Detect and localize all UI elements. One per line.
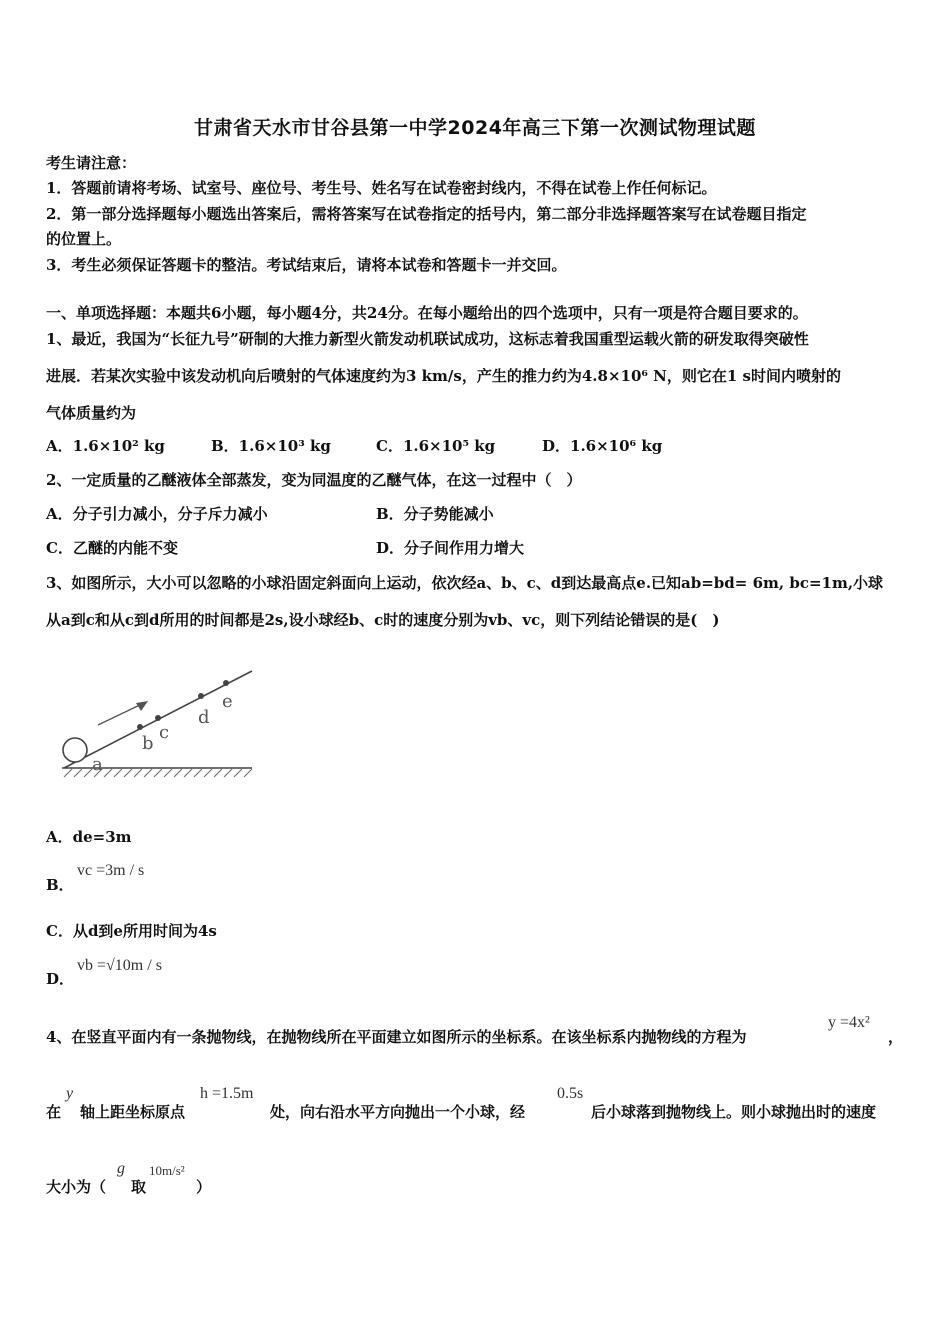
q3-option-b-label[interactable]: B．	[46, 876, 74, 894]
q3-option-c[interactable]: C．从d到e所用时间为4s	[46, 922, 217, 940]
point-c	[155, 715, 161, 721]
q4-y-symbol: y	[66, 1085, 74, 1102]
q2-option-d[interactable]: D．分子间作用力增大	[376, 539, 525, 557]
label-e: e	[222, 691, 233, 712]
page-title: 甘肃省天水市甘谷县第一中学2024年高三下第一次测试物理试题	[194, 117, 756, 139]
q4-line-3-mid: 取	[131, 1178, 147, 1196]
q2-stem: 2、一定质量的乙醚液体全部蒸发，变为同温度的乙醚气体，在这一过程中（ ）	[46, 471, 582, 489]
q1-line-3: 气体质量约为	[46, 404, 137, 422]
q1-line-1: 1、最近，我国为“长征九号”研制的大推力新型火箭发动机联试成功，这标志着我国重型运载火箭的研发取得突破性	[46, 330, 809, 348]
q3-option-a[interactable]: A．de=3m	[46, 828, 132, 846]
q4-line-2-end: 后小球落到抛物线上。则小球抛出时的速度	[591, 1103, 877, 1121]
q3-line-1: 3、如图所示，大小可以忽略的小球沿固定斜面向上运动，依次经a、b、c、d到达最高点e.已知ab=bd= 6m, bc=1m,小球	[46, 574, 884, 592]
label-a: a	[92, 754, 103, 775]
q1-line-2: 进展．若某次实验中该发动机向后喷射的气体速度约为3 km/s，产生的推力约为4.8×10⁶ N，则它在1 s时间内喷射的	[46, 367, 841, 385]
point-b	[137, 724, 143, 730]
label-d: d	[198, 707, 210, 728]
q4-line-1-end: ，	[888, 1028, 904, 1046]
q3-option-d-formula: vb =√10m / s	[77, 957, 162, 974]
q1-option-a[interactable]: A．1.6×10² kg	[46, 437, 165, 455]
label-b: b	[142, 733, 154, 754]
q1-option-b[interactable]: B．1.6×10³ kg	[211, 437, 331, 455]
q2-option-c[interactable]: C．乙醚的内能不变	[46, 539, 178, 557]
q3-line-2: 从a到c和从c到d所用的时间都是2s,设小球经b、c时的速度分别为vb、vc，则下列结论错误的是( )	[46, 611, 720, 629]
incline-figure	[56, 665, 261, 785]
q4-line-3-end: ）	[196, 1178, 212, 1196]
ball	[63, 738, 87, 762]
notice-item-2a: 2．第一部分选择题每小题选出答案后，需将答案写在试卷指定的括号内，第二部分非选择题答案写在试卷题目指定	[46, 205, 807, 223]
q4-g-value: 10m/s²	[149, 1163, 185, 1178]
motion-arrow	[98, 703, 144, 725]
q4-line-2-mid2: 处，向右沿水平方向抛出一个小球，经	[270, 1103, 526, 1121]
q4-line-2-pre: 在	[46, 1103, 62, 1121]
section-heading: 一、单项选择题：本题共6小题，每小题4分，共24分。在每小题给出的四个选项中，只有一项是符合题目要求的。	[46, 304, 808, 322]
q2-option-b[interactable]: B．分子势能减小	[376, 505, 494, 523]
point-d	[198, 693, 204, 699]
q3-option-d-label[interactable]: D．	[46, 970, 75, 988]
q4-equation: y =4x²	[828, 1014, 870, 1031]
notice-heading: 考生请注意：	[46, 154, 137, 172]
q3-option-b-formula: vc =3m / s	[77, 862, 145, 879]
q4-line-2-mid: 轴上距坐标原点	[80, 1103, 186, 1121]
q4-g-symbol: g	[117, 1160, 125, 1177]
q2-option-a[interactable]: A．分子引力减小，分子斥力减小	[46, 505, 268, 523]
label-c: c	[159, 722, 170, 743]
notice-item-1: 1．答题前请将考场、试室号、座位号、考生号、姓名写在试卷密封线内，不得在试卷上作任何标记。	[46, 179, 717, 197]
notice-item-3: 3．考生必须保证答题卡的整洁。考试结束后，请将本试卷和答题卡一并交回。	[46, 256, 567, 274]
q4-h-value: h =1.5m	[200, 1085, 254, 1102]
q4-line-1: 4、在竖直平面内有一条抛物线，在抛物线所在平面建立如图所示的坐标系。在该坐标系内抛物线的方程为	[46, 1028, 747, 1046]
q4-line-3-pre: 大小为（	[46, 1178, 107, 1196]
q1-option-d[interactable]: D．1.6×10⁶ kg	[542, 437, 663, 455]
point-e	[223, 680, 229, 686]
notice-item-2b: 的位置上。	[46, 230, 122, 248]
q1-option-c[interactable]: C．1.6×10⁵ kg	[376, 437, 496, 455]
q4-time-value: 0.5s	[557, 1085, 584, 1102]
